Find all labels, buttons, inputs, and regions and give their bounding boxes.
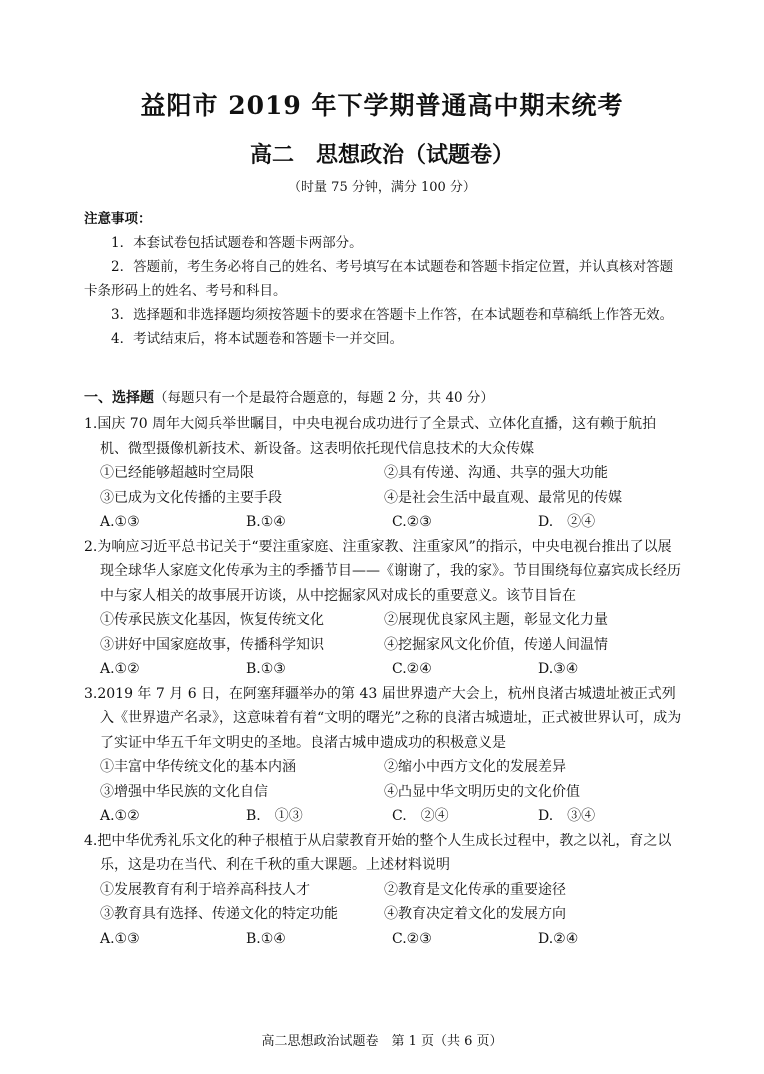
option-row [84,755,684,780]
answer-choice-a: A.①② [100,661,140,677]
answer-choice-a: A.①② [100,808,140,824]
option-item: ②具有传递、沟通、共享的强大功能 [384,465,608,481]
option-row [84,780,684,805]
answer-choice-d: D.②④ [538,930,579,947]
notice-block [84,207,684,351]
answer-choice-a: A.①③ [100,930,140,947]
option-item: ④凸显中华文明历史的文化价值 [384,783,580,800]
answer-choice-a: A.①③ [100,514,140,530]
option-row [84,608,684,633]
option-item: ③已成为文化传播的主要手段 [100,489,282,506]
option-item: ④教育决定着文化的发展方向 [384,906,566,922]
section-title: 一、选择题 [84,390,154,406]
option-row [84,633,684,658]
answer-choice-d: D. ③④ [538,808,596,824]
answer-row [84,804,684,829]
notice-item: 4．考试结束后，将本试题卷和答题卡一并交回。 [111,331,404,347]
answer-choice-d: D.③④ [538,661,579,677]
option-item: ④挖掘家风文化价值，传递人间温情 [384,636,608,653]
option-item: ①发展教育有利于培养高科技人才 [100,881,310,898]
option-row [84,902,684,927]
section-note: （每题只有一个是最符合题意的，每题 2 分，共 40 分） [154,390,494,406]
page-footer: 高二思想政治试题卷 第 1 页（共 6 页） [261,1034,503,1049]
answer-row [84,927,684,952]
notice-heading: 注意事项： [84,211,152,227]
question-stem: 3.2019 年 7 月 6 日，在阿塞拜疆举办的第 43 届世界遗产大会上，杭州良渚古城遗址被正式列入《世界遗产名录》，这意味着有着“文明的曙光”之称的良渚古城遗址，正式被世界认可，成为了实证中华五千年文明史的圣地。良渚古城申遗成功的积极意义是 [84,685,682,751]
question-list [84,412,684,951]
option-item: ②缩小中西方文化的发展差异 [384,759,566,775]
option-row [84,878,684,903]
notice-item: 3．选择题和非选择题均须按答题卡的要求在答题卡上作答，在本试题卷和草稿纸上作答无效。 [111,307,674,323]
option-item: ④是社会生活中最直观、最常见的传媒 [384,489,622,506]
question-stem: 4.把中华优秀礼乐文化的种子根植于从启蒙教育开始的整个人生成长过程中，教之以礼，育之以乐，这是功在当代、利在千秋的重大课题。上述材料说明 [84,832,672,873]
answer-choice-b: B.①④ [246,514,286,530]
section-heading [84,386,494,407]
question-stem: 1.国庆 70 周年大阅兵举世瞩目，中央电视台成功进行了全景式、立体化直播，这有赖于航拍机、微型摄像机新技术、新设备。这表明依托现代信息技术的大众传媒 [84,416,657,457]
question-1 [84,412,684,535]
option-item: ②教育是文化传承的重要途径 [384,881,566,898]
answer-row [84,657,684,682]
answer-choice-b: B.①④ [246,930,286,947]
answer-choice-c: C.②③ [392,930,432,947]
option-item: ①丰富中华传统文化的基本内涵 [100,759,296,775]
option-item: ②展现优良家风主题，彰显文化力量 [384,612,608,628]
option-item: ③教育具有选择、传递文化的特定功能 [100,906,338,922]
option-item: ③讲好中国家庭故事，传播科学知识 [100,636,324,653]
answer-choice-c: C.②④ [392,661,432,677]
option-item: ①传承民族文化基因，恢复传统文化 [100,612,324,628]
question-2 [84,535,684,682]
option-row [84,461,684,486]
notice-item: 1．本套试卷包括试题卷和答题卡两部分。 [111,235,363,251]
question-stem: 2.为响应习近平总书记关于“要注重家庭、注重家教、注重家风”的指示，中央电视台推出了以展现全球华人家庭文化传承为主的季播节目——《谢谢了，我的家》。节目围绕每位嘉宾成长经历中与家人相关的故事展开访谈，从中挖掘家风对成长的重要意义。该节目旨在 [84,538,681,604]
exam-subtitle: 高二 思想政治（试题卷） [249,142,514,168]
answer-choice-d: D. ②④ [538,514,596,530]
notice-item: 2．答题前，考生务必将自己的姓名、考号填写在本试题卷和答题卡指定位置，并认真核对答题卡条形码上的姓名、考号和科目。 [84,259,674,299]
answer-choice-c: C. ②④ [392,808,449,824]
answer-choice-b: B. ①③ [246,808,303,824]
time-note: （时量 75 分钟，满分 100 分） [288,180,476,195]
option-item: ③增强中华民族的文化自信 [100,783,268,800]
question-3 [84,682,684,829]
exam-title: 益阳市 2019 年下学期普通高中期末统考 [140,91,624,120]
answer-choice-c: C.②③ [392,514,432,530]
option-item: ①已经能够超越时空局限 [100,465,254,481]
answer-row [84,510,684,535]
option-row [84,486,684,511]
question-4 [84,829,684,952]
answer-choice-b: B.①③ [246,661,286,677]
